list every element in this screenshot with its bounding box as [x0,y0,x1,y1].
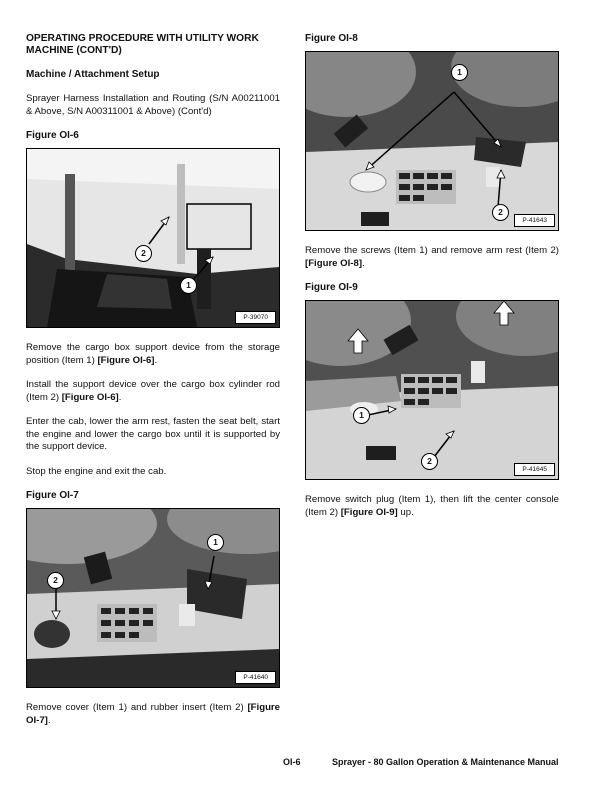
figure-oi9-label: Figure OI-9 [305,282,358,293]
page-number: OI-6 [283,757,301,767]
figure-oi6-photo [26,148,280,328]
figure-oi7-photo-number: P-41640 [235,671,276,684]
figure-oi8-photo-number: P-41643 [514,214,555,227]
figure-oi8-callout-2: 2 [492,204,509,221]
figure-oi7-label: Figure OI-7 [26,490,79,501]
intro-text: Sprayer Harness Installation and Routing (S/N A00211001 & Above, S/N A00311001 & Above) (Cont'd) [26,93,280,117]
figure-reference: [Figure OI-6] [61,391,119,403]
figure-oi8-photo [305,51,559,231]
right-column [305,33,559,531]
figure-oi7-image [27,509,279,687]
step-paragraph-7: Remove switch plug (Item 1), then lift the center console (Item 2) [Figure OI-9] up. [305,494,559,518]
figure-oi6-image [27,149,279,327]
step-paragraph-5: Remove cover (Item 1) and rubber insert (Item 2) [Figure OI-7]. [26,702,280,726]
manual-title: Sprayer - 80 Gallon Operation & Maintenance Manual [332,757,559,767]
figure-oi8-callout-1: 1 [451,64,468,81]
figure-oi9-photo-number: P-41645 [514,463,555,476]
figure-oi6-callout-2: 2 [135,245,152,262]
figure-oi9-callout-1: 1 [353,407,370,424]
figure-oi9-image [306,301,558,479]
figure-reference: [Figure OI-6] [97,354,155,366]
figure-oi7-callout-2: 2 [47,572,64,589]
step-paragraph-3: Enter the cab, lower the arm rest, fasten the seat belt, start the engine and lower the cargo box until it is supported by the support device. [26,416,280,452]
figure-oi7-callout-1: 1 [207,534,224,551]
figure-oi6-callout-1: 1 [180,277,197,294]
figure-oi8-label: Figure OI-8 [305,33,358,44]
figure-oi8-image [306,52,558,230]
section-subtitle: Machine / Attachment Setup [26,69,160,80]
step-paragraph-2: Install the support device over the cargo box cylinder rod (Item 2) [Figure OI-6]. [26,379,280,403]
figure-reference: [Figure OI-8] [305,257,363,269]
step-paragraph-4: Stop the engine and exit the cab. [26,465,167,477]
step-paragraph-6: Remove the screws (Item 1) and remove arm rest (Item 2) [Figure OI-8]. [305,245,559,269]
figure-oi7-photo [26,508,280,688]
figure-oi6-label: Figure OI-6 [26,130,79,141]
left-column [26,33,280,739]
figure-oi9-photo [305,300,559,480]
figure-reference: [Figure OI-9] [340,506,398,518]
section-title: OPERATING PROCEDURE WITH UTILITY WORK MACHINE (CONT'D) [26,33,259,56]
step-paragraph-1: Remove the cargo box support device from the storage position (Item 1) [Figure OI-6]. [26,342,280,366]
figure-oi6-photo-number: P-39070 [235,311,276,324]
figure-reference: [Figure OI-7] [26,702,280,726]
figure-oi9-callout-2: 2 [421,453,438,470]
